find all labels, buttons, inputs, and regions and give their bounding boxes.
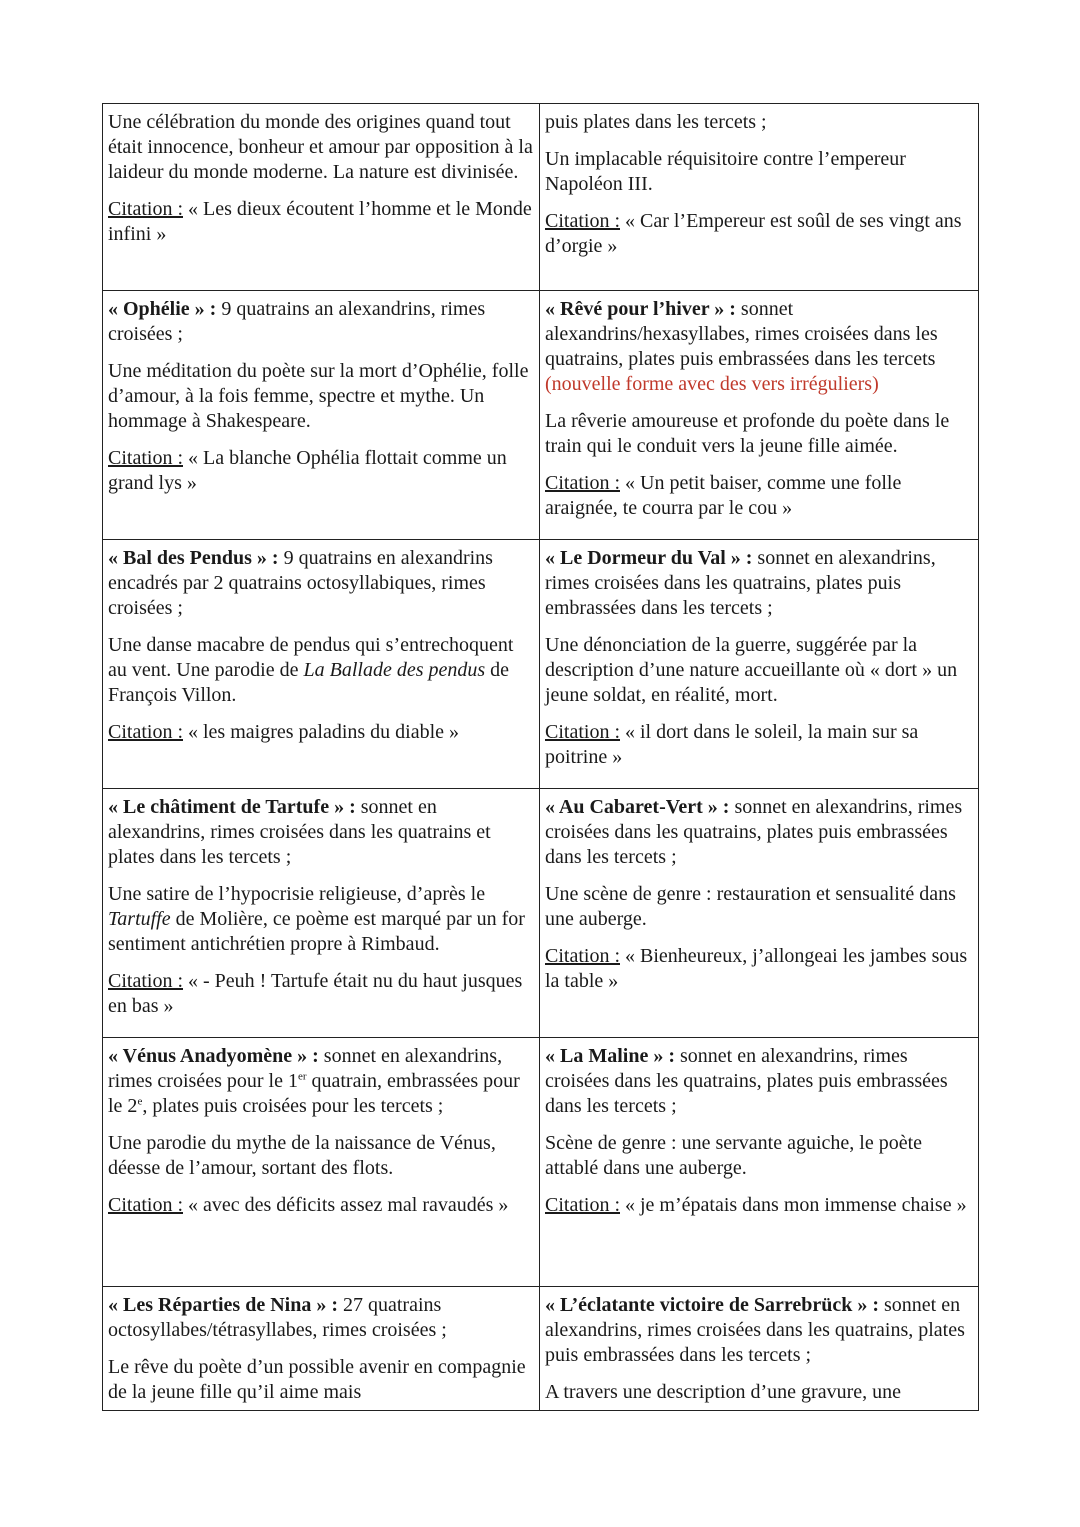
poem-citation [545, 720, 973, 770]
form-text: 9 quatrains an alexandrins, rimes croisées ; [108, 298, 486, 345]
poem-title: « L’éclatante victoire de Sarrebrück » : [545, 1294, 880, 1316]
citation-label: Citation : [108, 447, 183, 469]
poem-title: « La Maline » : [545, 1045, 675, 1067]
citation-text: « il dort dans le soleil, la main sur sa poitrine » [545, 721, 919, 768]
poem-description: Le rêve du poète d’un possible avenir en compagnie de la jeune fille qu’il aime mais [108, 1356, 526, 1403]
citation-label: Citation : [545, 945, 620, 967]
form-text: sonnet en alexandrins, rimes croisées pour le 1 [108, 1045, 503, 1092]
citation-label: Citation : [108, 1194, 183, 1216]
citation-text: « Bienheureux, j’allongeai les jambes sous la table » [545, 945, 968, 992]
work-title: La Ballade des pendus [303, 659, 486, 681]
table-cell [103, 291, 540, 540]
poem-citation [108, 720, 534, 745]
table-row [103, 540, 979, 789]
form-text: sonnet alexandrins/hexasyllabes, rimes croisées dans les quatrains, plates puis embrassées dans les tercets [545, 298, 938, 370]
table-cell [540, 1038, 979, 1287]
poem-title: « Les Réparties de Nina » : [108, 1294, 338, 1316]
ordinal-suffix: er [297, 1070, 307, 1083]
poem-citation [108, 1193, 534, 1218]
poem-form [108, 1044, 534, 1119]
desc-text: de François Villon. [108, 659, 510, 706]
poem-title: « Le châtiment de Tartufe » : [108, 796, 356, 818]
poem-form: puis plates dans les tercets ; [545, 111, 767, 133]
poem-description: Une célébration du monde des origines quand tout était innocence, bonheur et amour par opposition à la laideur du monde moderne. La nature est divinisée. [108, 111, 533, 183]
citation-label: Citation : [108, 721, 183, 743]
form-text: sonnet en alexandrins, rimes croisées dans les quatrains, plates puis embrassées dans les tercets ; [545, 796, 963, 868]
poem-citation [108, 446, 534, 496]
poem-description: Une dénonciation de la guerre, suggérée par la description d’une nature accueillante où « dort » un jeune soldat, en réalité, mort. [545, 634, 958, 706]
citation-text: « je m’épatais dans mon immense chaise » [625, 1194, 967, 1216]
citation-text: « les maigres paladins du diable » [188, 721, 460, 743]
poem-description [108, 633, 534, 708]
form-text: sonnet en alexandrins, rimes croisées dans les quatrains, plates puis embrassées dans les tercets ; [545, 1294, 965, 1366]
citation-label: Citation : [108, 198, 183, 220]
poem-form [545, 546, 973, 621]
citation-label: Citation : [545, 210, 620, 232]
table-cell [103, 104, 540, 291]
form-text: sonnet en alexandrins, rimes croisées dans les quatrains, plates puis embrassées dans les tercets ; [545, 1045, 948, 1117]
citation-text: « - Peuh ! Tartufe était nu du haut jusques en bas » [108, 970, 523, 1017]
table-row [103, 1287, 979, 1411]
table-cell [103, 789, 540, 1038]
work-title: Tartuffe [108, 908, 171, 930]
poem-title: « Le Dormeur du Val » : [545, 547, 753, 569]
desc-text: de Molière, ce poème est marqué par un for sentiment antichrétien propre à Rimbaud. [108, 908, 525, 955]
poem-description: A travers une description d’une gravure, une [545, 1381, 901, 1403]
table-row [103, 291, 979, 540]
table-cell [540, 104, 979, 291]
poem-description: Une scène de genre : restauration et sensualité dans une auberge. [545, 883, 956, 930]
citation-text: « avec des déficits assez mal ravaudés » [188, 1194, 509, 1216]
poem-description: Une méditation du poète sur la mort d’Ophélie, folle d’amour, à la fois femme, spectre et mythe. Un hommage à Shakespeare. [108, 360, 529, 432]
citation-text: « Car l’Empereur est soûl de ses vingt ans d’orgie » [545, 210, 962, 257]
form-text: sonnet en alexandrins, rimes croisées dans les quatrains, plates puis embrassées dans les tercets ; [545, 547, 936, 619]
ordinal-suffix: e [137, 1095, 143, 1108]
poem-title: « Rêvé pour l’hiver » : [545, 298, 736, 320]
table-cell [540, 540, 979, 789]
poem-form [108, 546, 534, 621]
poem-description: Une parodie du mythe de la naissance de Vénus, déesse de l’amour, sortant des flots. [108, 1132, 496, 1179]
citation-text: « Un petit baiser, comme une folle araignée, te courra par le cou » [545, 472, 902, 519]
table-cell [540, 789, 979, 1038]
form-text: sonnet en alexandrins, rimes croisées dans les quatrains et plates dans les tercets ; [108, 796, 491, 868]
poem-title: « Au Cabaret-Vert » : [545, 796, 730, 818]
citation-label: Citation : [545, 1194, 620, 1216]
citation-text: « La blanche Ophélia flottait comme un grand lys » [108, 447, 507, 494]
poem-description: Scène de genre : une servante aguiche, le poète attablé dans une auberge. [545, 1132, 923, 1179]
table-row [103, 104, 979, 291]
table-cell [103, 540, 540, 789]
poem-form [108, 1293, 534, 1343]
form-text: 9 quatrains en alexandrins encadrés par 2 quatrains octosyllabiques, rimes croisées ; [108, 547, 493, 619]
desc-text: Une satire de l’hypocrisie religieuse, d’après le [108, 883, 486, 905]
poem-citation [108, 197, 534, 247]
form-text: quatrain, embrassées pour le 2 [108, 1070, 520, 1117]
poem-citation [545, 471, 973, 521]
form-note: (nouvelle forme avec des vers irréguliers) [545, 373, 879, 395]
citation-text: « Les dieux écoutent l’homme et le Monde infini » [108, 198, 532, 245]
poem-citation [545, 1193, 973, 1218]
table-cell [540, 1287, 979, 1411]
form-text: , plates puis croisées pour les tercets ; [142, 1095, 444, 1117]
poem-description [108, 882, 534, 957]
table-cell [540, 291, 979, 540]
poem-form [108, 795, 534, 870]
table-cell [103, 1038, 540, 1287]
citation-label: Citation : [545, 472, 620, 494]
form-text: 27 quatrains octosyllabes/tétrasyllabes, rimes croisées ; [108, 1294, 447, 1341]
poem-form [108, 297, 534, 347]
table-cell [103, 1287, 540, 1411]
poem-title: « Vénus Anadyomène » : [108, 1045, 319, 1067]
poem-description: La rêverie amoureuse et profonde du poète dans le train qui le conduit vers la jeune fille aimée. [545, 410, 950, 457]
poem-title: « Bal des Pendus » : [108, 547, 279, 569]
poem-form [545, 795, 973, 870]
citation-label: Citation : [108, 970, 183, 992]
table-row [103, 789, 979, 1038]
poem-description: Un implacable réquisitoire contre l’empereur Napoléon III. [545, 148, 906, 195]
poem-form [545, 1293, 973, 1368]
desc-text: Une danse macabre de pendus qui s’entrechoquent au vent. Une parodie de [108, 634, 514, 681]
poem-form [545, 297, 973, 397]
poem-citation [545, 944, 973, 994]
poem-citation [545, 209, 973, 259]
poem-title: « Ophélie » : [108, 298, 217, 320]
poem-summary-table [102, 103, 979, 1411]
poem-form [545, 1044, 973, 1119]
table-row [103, 1038, 979, 1287]
poem-citation [108, 969, 534, 1019]
citation-label: Citation : [545, 721, 620, 743]
